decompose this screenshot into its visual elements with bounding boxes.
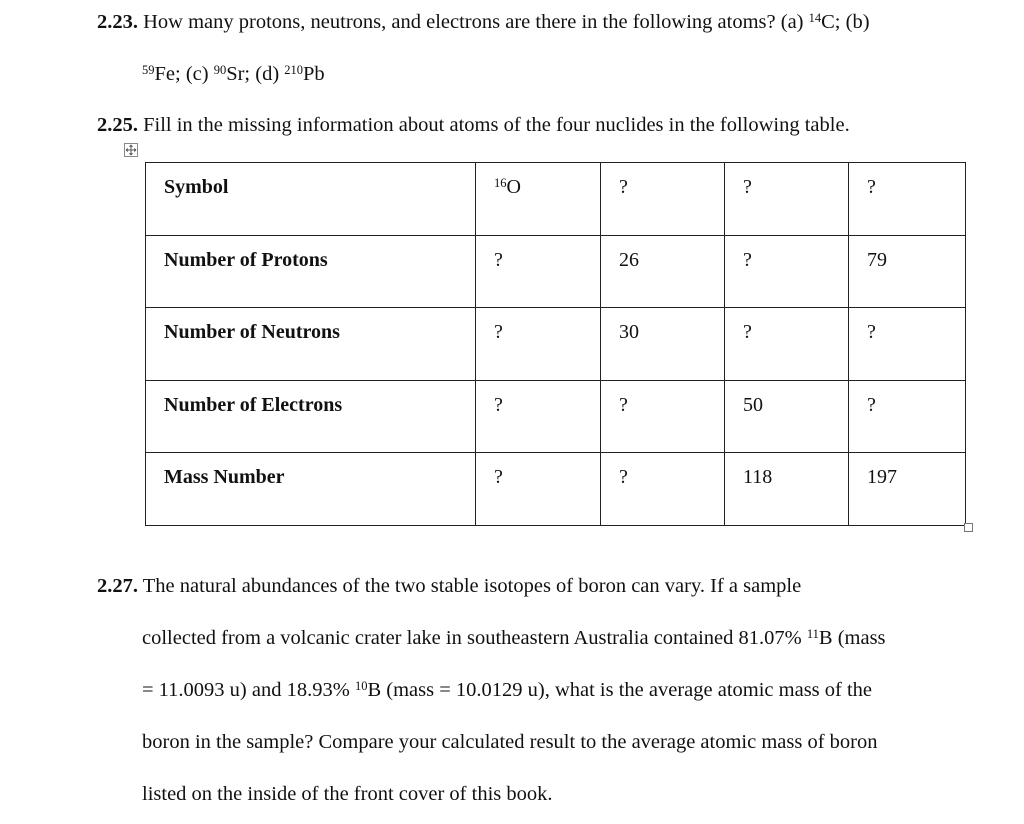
isotope-mass-superscript: 90 <box>213 63 227 77</box>
row-header: Symbol <box>146 163 476 236</box>
table-cell: ? <box>601 453 725 526</box>
table-cell: ? <box>476 380 601 453</box>
problem-number: 2.23. <box>97 11 138 33</box>
problem-text: C; (b) <box>821 11 870 33</box>
problem-2-27-line-1 <box>97 576 801 597</box>
problem-2-25-line <box>97 115 850 136</box>
table-cell: 50 <box>725 380 849 453</box>
table-cell: 79 <box>849 235 966 308</box>
problem-text: = 11.0093 u) and 18.93% <box>142 679 355 701</box>
table-cell: ? <box>849 380 966 453</box>
table-cell: ? <box>476 453 601 526</box>
table-row <box>146 235 966 308</box>
table-cell: ? <box>849 308 966 381</box>
table-cell: ? <box>476 235 601 308</box>
isotope-mass-superscript: 11 <box>806 627 819 641</box>
table-cell: 197 <box>849 453 966 526</box>
table-cell: ? <box>725 163 849 236</box>
row-header: Number of Electrons <box>146 380 476 453</box>
problem-2-27-line-3 <box>142 680 872 701</box>
isotope-mass-superscript: 16 <box>494 176 507 190</box>
problem-text: boron in the sample? Compare your calculated result to the average atomic mass of boron <box>142 731 878 753</box>
problem-text: Pb <box>303 63 325 85</box>
problem-text: The natural abundances of the two stable isotopes of boron can vary. If a sample <box>142 575 802 597</box>
element-symbol: O <box>506 176 521 198</box>
problem-text: Fe; (c) <box>154 63 214 85</box>
problem-2-27-line-4 <box>142 732 877 753</box>
table-move-handle-icon[interactable] <box>124 143 138 157</box>
table-row <box>146 163 966 236</box>
table-cell: ? <box>601 163 725 236</box>
problem-2-23-line-1 <box>97 12 870 33</box>
table-cell: ? <box>725 235 849 308</box>
table-row <box>146 380 966 453</box>
table-resize-handle[interactable] <box>964 523 973 532</box>
table-cell: ? <box>601 380 725 453</box>
problem-text: collected from a volcanic crater lake in southeastern Australia contained 81.07% <box>142 627 807 649</box>
table-cell: 118 <box>725 453 849 526</box>
problem-text: B (mass = 10.0129 u), what is the average atomic mass of the <box>367 679 873 701</box>
problem-text: listed on the inside of the front cover of this book. <box>142 783 553 805</box>
table-row <box>146 308 966 381</box>
table-cell: 26 <box>601 235 725 308</box>
row-header: Number of Protons <box>146 235 476 308</box>
problem-2-27-line-2 <box>142 628 886 649</box>
table-cell: ? <box>725 308 849 381</box>
problem-number: 2.27. <box>97 575 138 597</box>
row-header: Number of Neutrons <box>146 308 476 381</box>
table-cell: ? <box>476 308 601 381</box>
problem-text: How many protons, neutrons, and electrons are there in the following atoms? (a) <box>143 11 809 33</box>
problem-text: Fill in the missing information about atoms of the four nuclides in the following table. <box>143 114 850 136</box>
problem-2-27-line-5 <box>142 784 553 805</box>
problem-number: 2.25. <box>97 114 138 136</box>
row-header: Mass Number <box>146 453 476 526</box>
problem-text: Sr; (d) <box>226 63 285 85</box>
isotope-mass-superscript: 10 <box>354 679 368 693</box>
problem-2-23-line-2 <box>142 64 325 85</box>
isotope-mass-superscript: 210 <box>284 63 304 77</box>
table-row <box>146 453 966 526</box>
nuclide-table <box>145 162 966 526</box>
isotope-mass-superscript: 59 <box>142 63 155 77</box>
table-cell: ? <box>849 163 966 236</box>
table-cell: 30 <box>601 308 725 381</box>
table-cell <box>476 163 601 236</box>
isotope-mass-superscript: 14 <box>808 11 822 25</box>
problem-text: B (mass <box>818 627 886 649</box>
